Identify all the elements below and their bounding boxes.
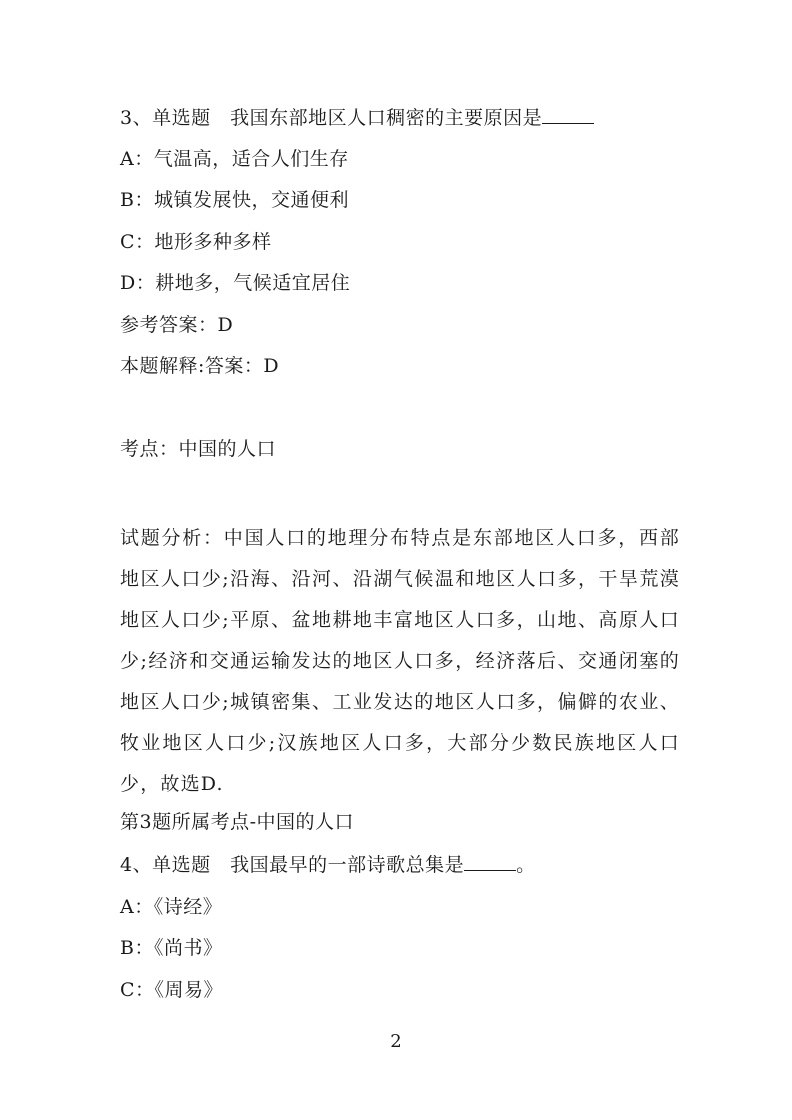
page-number: 2 [390, 1031, 402, 1052]
answer-blank [542, 105, 594, 124]
question-4-stem-end: 。 [516, 854, 536, 876]
answer-blank [464, 852, 516, 871]
question-3-option-c: C：地形多种多样 [120, 231, 272, 253]
question-4-option-b: B：《尚书》 [120, 937, 223, 959]
reference-answer: 参考答案：D [120, 314, 234, 336]
question-analysis: 试题分析：中国人口的地理分布特点是东部地区人口多，西部地区人口少;沿海、沿河、沿湖气候温和地区人口多，干旱荒漠地区人口少;平原、盆地耕地丰富地区人口多，山地、高原人口少;经济和交通运输发达的地区人口多，经济落后、交通闭塞的地区人口少;城镇密集、工业发达的地区人口多，偏僻的农业、牧业地区人口少;汉族地区人口多，大部分少数民族地区人口少，故选D. [120, 527, 680, 795]
question-4-option-c: C：《周易》 [120, 979, 224, 1001]
question-4-stem [120, 852, 536, 877]
question-4-stem-text: 4、单选题 我国最早的一部诗歌总集是 [120, 854, 465, 876]
question-3-option-d: D：耕地多，气候适宜居住 [120, 272, 351, 294]
question-4-option-a: A：《诗经》 [120, 896, 223, 918]
question-3-stem-text: 3、单选题 我国东部地区人口稠密的主要原因是 [120, 107, 543, 129]
question-3-belongs-to: 第3题所属考点-中国的人口 [120, 811, 355, 833]
answer-explanation: 本题解释:答案：D [120, 355, 280, 377]
question-3-option-a: A：气温高，适合人们生存 [120, 148, 349, 170]
question-3-stem [120, 105, 594, 130]
question-3-option-b: B：城镇发展快，交通便利 [120, 189, 349, 211]
knowledge-point: 考点：中国的人口 [120, 438, 277, 460]
